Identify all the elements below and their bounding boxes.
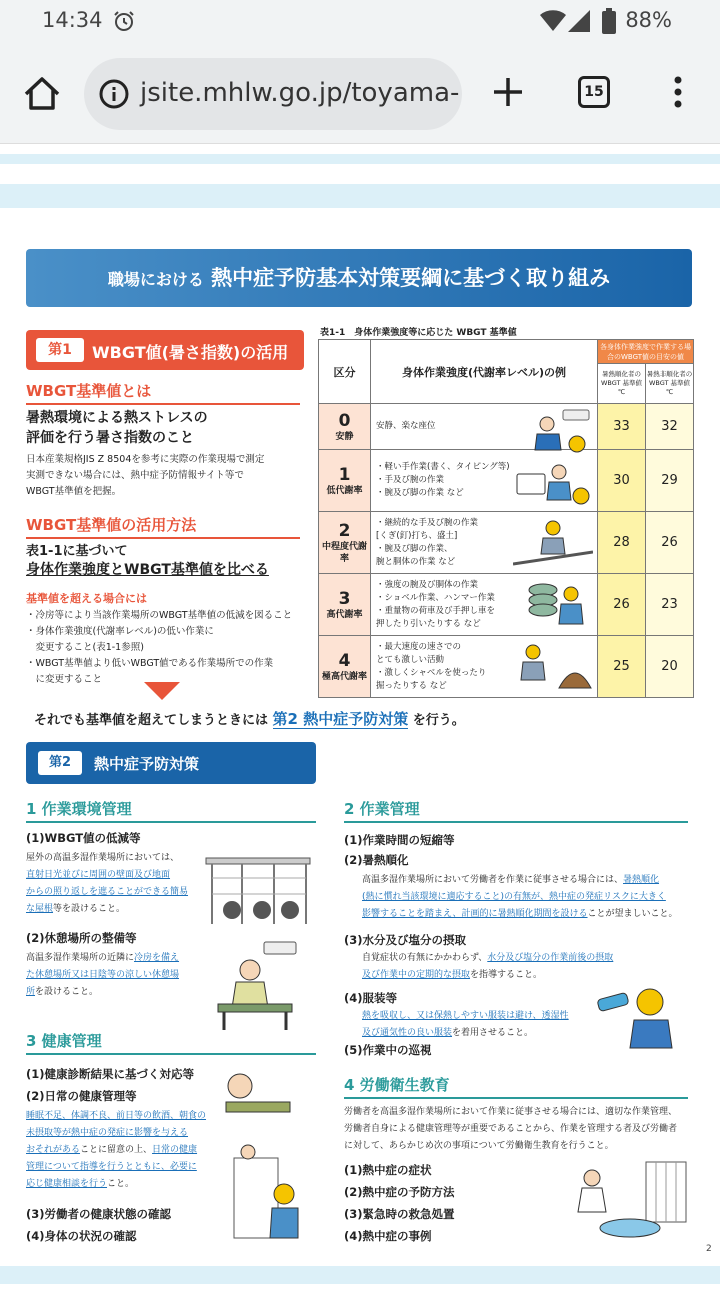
- row-desc: ・腕及び脚の作業 など: [376, 488, 464, 498]
- table-row: [319, 636, 694, 698]
- row-desc: 押したり引いたりする など: [376, 618, 481, 629]
- document-page: [0, 144, 720, 1303]
- exceed-bullet3: ・WBGT基準値より低いWBGT値である作業場所での作業: [26, 658, 274, 669]
- table-header-wbgt: 各身体作業強度で作業する場合のWBGT値の目安の値: [598, 340, 694, 364]
- env-link-text: からの照り返しを遮ることができる簡易: [26, 887, 189, 897]
- resting-bench-illustration: [210, 940, 300, 1032]
- drinking-worker-illustration: [594, 980, 690, 1050]
- education-symptoms-item: (1)熱中症の症状: [344, 1163, 432, 1177]
- acclim-link-text: 影響することを踏まえ、計画的に暑熱順化期間を設ける: [362, 909, 588, 919]
- more-menu-icon[interactable]: [660, 72, 696, 112]
- carrying-sacks-illustration: [513, 580, 593, 630]
- row-desc: とても激しい活動: [376, 654, 445, 665]
- home-icon[interactable]: [22, 74, 62, 114]
- env-text: 屋外の高温多湿作業場所においては、: [26, 853, 180, 863]
- row-desc: ・腕及び脚の作業、: [376, 543, 453, 554]
- status-time: 14:34: [42, 8, 103, 32]
- row-desc: ・継続的な手及び腕の作業: [376, 517, 479, 528]
- table-row: [319, 404, 694, 450]
- education-cases-item: (4)熱中症の事例: [344, 1229, 432, 1243]
- bridge-pre: それでも基準値を超えてしまうときには: [34, 713, 269, 728]
- wbgt-body-line3: WBGT基準値を把握。: [26, 486, 122, 497]
- wbgt-body-line1: 日本産業規格JIS Z 8504を参考に実際の作業現場で測定: [26, 454, 265, 465]
- water-link-text: 水分及び塩分の作業前後の摂取: [487, 953, 614, 963]
- row-acclimatized-value: 33: [598, 404, 646, 450]
- row-level-name: 中程度代謝率: [321, 541, 367, 564]
- work-environment-heading: 1 作業環境管理: [26, 798, 316, 823]
- new-tab-icon[interactable]: [488, 72, 528, 112]
- page-stripe: [0, 184, 720, 208]
- body-condition-item: (4)身体の状況の確認: [26, 1229, 137, 1243]
- acclim-text: ことが望ましいこと。: [587, 909, 678, 919]
- browser-toolbar: [0, 44, 720, 144]
- banner-small-text: 職場における: [107, 270, 204, 289]
- rest-area-item: (2)休憩場所の整備等: [26, 931, 137, 945]
- acclim-link-text: (熱に慣れ当該環境に適応すること)の有無が、熱中症の発症リスクに大きく: [362, 892, 666, 902]
- shorten-hours-item: (1)作業時間の短縮等: [344, 833, 455, 847]
- row-desc: ・最大速度の速さでの: [376, 641, 462, 652]
- row-level-number: 4: [338, 650, 351, 671]
- water-link-text: 及び作業中の定期的な摂取: [362, 970, 471, 980]
- health-link-text: 未摂取等が熱中症の発症に影響を与える: [26, 1128, 189, 1138]
- health-link-text: 日常の健康: [152, 1145, 198, 1155]
- banner-title: 熱中症予防基本対策要綱に基づく取り組み: [211, 266, 611, 290]
- wbgt-usage-lead1: 表1-1に基づいて: [26, 544, 128, 559]
- acclim-link-text: 暑熱順化: [623, 875, 660, 885]
- wbgt-usage-lead2: 身体作業強度とWBGT基準値を比べる: [26, 562, 269, 578]
- table-row: [319, 512, 694, 574]
- row-level-name: 極高代謝率: [321, 671, 367, 682]
- clothing-text: を着用させること。: [452, 1028, 534, 1038]
- water-text: 自覚症状の有無にかかわらず、: [362, 953, 488, 963]
- env-text: 等を設けること。: [53, 904, 126, 914]
- exceed-bullet1: ・冷房等により当該作業場所のWBGT基準値の低減を図ること: [26, 610, 293, 621]
- patrol-item: (5)作業中の巡視: [344, 1043, 432, 1057]
- sleeping-worker-illustration: [216, 1068, 300, 1118]
- env-link-text: な屋根: [26, 904, 54, 914]
- exceed-bullet2: ・身体作業強度(代謝率レベル)の低い作業に: [26, 626, 214, 637]
- education-text: 労働者自身による健康管理等が重要であることから、作業を管理する者及び労働者: [344, 1124, 678, 1134]
- health-education-heading: 4 労働衛生教育: [344, 1074, 688, 1099]
- first-aid-illustration: [566, 1158, 692, 1248]
- row-acclimatized-value: 30: [598, 450, 646, 512]
- address-bar[interactable]: [84, 58, 462, 130]
- row-desc: ・重量物の荷車及び手押し車を: [376, 605, 496, 616]
- document-banner: [26, 249, 692, 307]
- page-stripe: [0, 1266, 720, 1284]
- row-desc: ・手及び腕の作業: [376, 475, 445, 485]
- row-non-acclimatized-value: 26: [646, 512, 694, 574]
- bridge-sentence: [34, 708, 465, 729]
- education-emergency-item: (3)緊急時の救急処置: [344, 1207, 455, 1221]
- water-text: を指導すること。: [470, 970, 543, 980]
- education-text: に対して、あらかじめ次の事項について労働衛生教育を行うこと。: [344, 1141, 614, 1151]
- education-prevention-item: (2)熱中症の予防方法: [344, 1185, 455, 1199]
- rest-link-text: 冷房を備え: [134, 953, 180, 963]
- url-text[interactable]: jsite.mhlw.go.jp/toyama-: [140, 78, 460, 108]
- row-desc: 掘ったりする など: [376, 680, 447, 691]
- row-desc: ・強度の腕及び胴体の作業: [376, 579, 479, 590]
- row-non-acclimatized-value: 23: [646, 574, 694, 636]
- battery-percent: 88%: [625, 8, 672, 32]
- row-acclimatized-value: 28: [598, 512, 646, 574]
- canopy-illustration: [202, 848, 314, 928]
- water-salt-item: (3)水分及び塩分の摂取: [344, 933, 467, 947]
- alarm-icon: [112, 9, 136, 33]
- health-link-text: おそれがある: [26, 1145, 81, 1155]
- heat-acclimatization-item: (2)暑熱順化: [344, 853, 409, 867]
- acclim-text: 高温多湿作業場所において労働者を作業に従事させる場合には、: [362, 875, 624, 885]
- status-bar: [0, 0, 720, 44]
- row-level-name: 低代謝率: [326, 485, 363, 496]
- exceed-bullet3-cont: に変更すること: [26, 674, 103, 685]
- row-desc: [くぎ(釘)打ち、盛土]: [376, 530, 458, 541]
- rest-link-text: 所: [26, 987, 36, 997]
- row-desc: ・激しくシャベルを使ったり: [376, 667, 487, 678]
- battery-icon: [602, 8, 616, 34]
- page-number: 2: [706, 1244, 712, 1254]
- row-level-name: 高代謝率: [326, 609, 363, 620]
- hammering-worker-illustration: [513, 518, 593, 568]
- health-management-heading: 3 健康管理: [26, 1030, 316, 1055]
- typing-worker-illustration: [513, 458, 593, 508]
- table-header-acclimatized: 暑熱順化者の WBGT 基準値 ℃: [598, 364, 646, 404]
- work-management-heading: 2 作業管理: [344, 798, 688, 823]
- education-text: 労働者を高温多湿作業場所において作業に従事させる場合には、適切な作業管理、: [344, 1107, 678, 1117]
- wifi-icon: [540, 10, 566, 32]
- daily-health-item: (2)日常の健康管理等: [26, 1089, 137, 1103]
- row-non-acclimatized-value: 29: [646, 450, 694, 512]
- health-link-text: 応じ健康相談を行う: [26, 1179, 108, 1189]
- table-row: [319, 450, 694, 512]
- clothing-item: (4)服装等: [344, 991, 398, 1005]
- signal-icon: [568, 10, 590, 32]
- row-level-number: 3: [338, 588, 351, 609]
- page-stripe: [0, 154, 720, 164]
- section2-header: [26, 742, 316, 784]
- health-text: ことに留意の上、: [80, 1145, 153, 1155]
- row-non-acclimatized-value: 32: [646, 404, 694, 450]
- section1-header: [26, 330, 304, 370]
- table-header-work: 身体作業強度(代謝率レベル)の例: [371, 340, 598, 404]
- row-desc: 腕と胴体の作業 など: [376, 556, 456, 567]
- env-link-text: 直射日光並びに周囲の壁面及び地面: [26, 870, 171, 880]
- table-header-non-acclimatized: 暑熱非順化者の WBGT 基準値 ℃: [646, 364, 694, 404]
- row-acclimatized-value: 26: [598, 574, 646, 636]
- row-desc: ・ショベル作業、ハンマー作業: [376, 592, 495, 603]
- health-check-item: (1)健康診断結果に基づく対応等: [26, 1067, 195, 1081]
- section2-badge: 第2: [38, 751, 82, 775]
- wbgt-reduction-item: (1)WBGT値の低減等: [26, 831, 141, 845]
- health-link-text: 睡眠不足、体調不良、前日等の飲酒、朝食の: [26, 1111, 207, 1121]
- table-caption: 表1-1 身体作業強度等に応じた WBGT 基準値: [320, 328, 517, 338]
- row-acclimatized-value: 25: [598, 636, 646, 698]
- exceed-heading: 基準値を超える場合には: [26, 592, 147, 605]
- rest-link-text: た休憩場所又は日陰等の涼しい休憩場: [26, 970, 180, 980]
- wbgt-body-line2: 実測できない場合には、熱中症予防情報サイト等で: [26, 470, 244, 481]
- info-icon[interactable]: [98, 78, 130, 110]
- health-text: こと。: [107, 1179, 135, 1189]
- rest-text: を設けること。: [35, 987, 99, 997]
- shoveling-worker-illustration: [513, 642, 593, 692]
- exceed-bullet2-cont: 変更すること(表1-1参照): [26, 642, 144, 653]
- wbgt-definition-lead1: 暑熱環境による熱ストレスの: [26, 410, 208, 426]
- table-row: [319, 574, 694, 636]
- rest-text: 高温多湿作業場所の近隣に: [26, 953, 135, 963]
- clothing-link-text: 熱を吸収し、又は保熱しやすい服装は避け、透湿性: [362, 1011, 569, 1021]
- wbgt-usage-heading: WBGT基準値の活用方法: [26, 514, 300, 539]
- row-level-name: 安静: [335, 431, 354, 442]
- section1-title: WBGT値(暑さ指数)の活用: [92, 343, 289, 362]
- section1-badge: 第1: [36, 338, 84, 362]
- row-level-number: 1: [338, 464, 351, 485]
- worker-condition-item: (3)労働者の健康状態の確認: [26, 1207, 172, 1221]
- wbgt-table: [318, 339, 694, 698]
- wbgt-definition-lead2: 評価を行う暑さ指数のこと: [26, 430, 194, 446]
- wbgt-definition-heading: WBGT基準値とは: [26, 380, 300, 405]
- section2-title: 熱中症予防対策: [94, 755, 200, 773]
- row-level-number: 2: [338, 520, 351, 541]
- down-arrow-icon: [144, 682, 180, 700]
- row-non-acclimatized-value: 20: [646, 636, 694, 698]
- row-desc: ・軽い手作業(書く、タイピング等): [376, 462, 510, 472]
- bridge-link[interactable]: 第2 熱中症予防対策: [272, 710, 409, 728]
- row-level-number: 0: [338, 410, 351, 431]
- clothing-link-text: 及び通気性の良い服装: [362, 1028, 453, 1038]
- row-desc: 安静、楽な座位: [376, 421, 436, 431]
- tab-switcher-button[interactable]: 15: [578, 76, 610, 108]
- health-link-text: 管理について指導を行うとともに、必要に: [26, 1162, 197, 1172]
- bridge-post: を行う。: [412, 713, 465, 728]
- supervisor-check-illustration: [230, 1138, 300, 1242]
- table-header-class: 区分: [319, 340, 371, 404]
